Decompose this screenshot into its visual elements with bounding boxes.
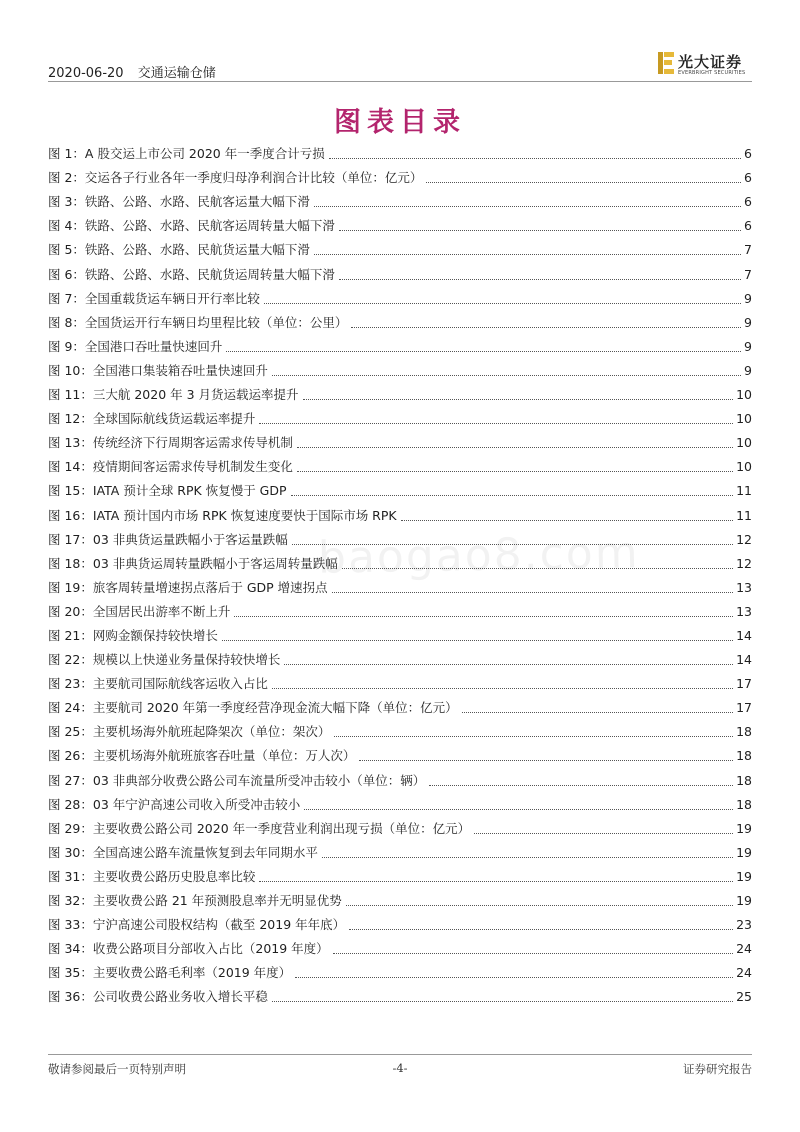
toc-entry-page: 9 <box>744 338 752 354</box>
toc-entry-page: 19 <box>736 893 752 908</box>
toc-entry-page: 18 <box>736 748 752 764</box>
toc-entry-label: 图 10：全国港口集装箱吞吐量快速回升 <box>48 362 268 378</box>
toc-dot-leader <box>351 326 741 328</box>
page-header <box>48 50 752 80</box>
toc-entry-label: 图 12：全球国际航线货运载运率提升 <box>48 411 256 427</box>
toc-dot-leader <box>297 470 733 472</box>
toc-entry-label: 图 7：全国重载货运车辆日开行率比较 <box>48 290 260 306</box>
toc-entry-label: 图 20：全国居民出游率不断上升 <box>48 603 231 619</box>
toc-dot-leader <box>291 494 734 496</box>
page-title: 图表目录 <box>334 107 466 138</box>
toc-dot-leader <box>284 663 733 665</box>
toc-entry-page: 24 <box>736 941 752 957</box>
toc-entry[interactable] <box>48 407 752 431</box>
toc-entry-label: 图 23：主要航司国际航线客运收入占比 <box>48 676 268 692</box>
toc-entry[interactable] <box>48 648 752 672</box>
watermark: baogao8.com <box>317 527 640 584</box>
toc-entry-label: 图 24：主要航司 2020 年第一季度经营净现金流大幅下降（单位：亿元） <box>48 700 458 716</box>
toc-entry[interactable] <box>48 961 752 985</box>
toc-entry-page: 19 <box>736 868 752 884</box>
toc-dot-leader <box>222 639 733 641</box>
toc-entry[interactable] <box>48 841 752 865</box>
toc-entry[interactable] <box>48 817 752 841</box>
toc-dot-leader <box>234 615 733 617</box>
toc-entry[interactable] <box>48 238 752 262</box>
toc-entry-label: 图 22：规模以上快递业务量保持较快增长 <box>48 652 281 668</box>
toc-entry-page: 19 <box>736 820 752 836</box>
toc-dot-leader <box>272 374 741 376</box>
brand-subtitle: EVERBRIGHT SECURITIES <box>678 70 746 76</box>
report-type: 证券研究报告 <box>683 1062 752 1076</box>
toc-entry-page: 17 <box>736 700 752 716</box>
toc-entry-page: 6 <box>744 146 752 162</box>
toc-dot-leader <box>314 205 741 207</box>
toc-entry-page: 10 <box>736 387 752 403</box>
toc-entry-page: 9 <box>744 290 752 306</box>
toc-entry-label: 图 31：主要收费公路历史股息率比较 <box>48 868 256 884</box>
toc-entry-page: 18 <box>736 772 752 788</box>
toc-entry-label: 图 28：03 年宁沪高速公司收入所受冲击较小 <box>48 796 301 812</box>
toc-entry[interactable] <box>48 937 752 961</box>
toc-entry-page: 9 <box>744 314 752 330</box>
toc-dot-leader <box>272 687 733 689</box>
toc-dot-leader <box>303 398 734 400</box>
toc-entry[interactable] <box>48 913 752 937</box>
toc-entry-label: 图 2：交运各子行业各年一季度归母净利润合计比较（单位：亿元） <box>48 170 423 186</box>
toc-entry-page: 7 <box>744 266 752 282</box>
toc-dot-leader <box>304 808 733 810</box>
toc-entry[interactable] <box>48 190 752 214</box>
toc-entry-label: 图 16：IATA 预计国内市场 RPK 恢复速度要快于国际市场 RPK <box>48 507 397 523</box>
header-divider <box>48 81 752 82</box>
toc-entry-page: 13 <box>736 579 752 595</box>
toc-dot-leader <box>346 904 733 906</box>
toc-entry-label: 图 34：收费公路项目分部收入占比（2019 年度） <box>48 941 329 957</box>
toc-entry-page: 10 <box>736 459 752 475</box>
toc-dot-leader <box>264 302 741 304</box>
toc-entry-label: 图 4：铁路、公路、水路、民航客运周转量大幅下滑 <box>48 218 335 234</box>
toc-entry[interactable] <box>48 166 752 190</box>
toc-entry-page: 10 <box>736 435 752 451</box>
page-number: -4- <box>392 1061 408 1075</box>
toc-entry-page: 11 <box>736 507 752 523</box>
toc-entry-label: 图 19：旅客周转量增速拐点落后于 GDP 增速拐点 <box>48 579 328 595</box>
toc-entry-page: 18 <box>736 724 752 740</box>
toc-dot-leader <box>401 519 733 521</box>
toc-dot-leader <box>359 759 733 761</box>
brand-logo-icon <box>658 52 674 74</box>
toc-entry[interactable] <box>48 431 752 455</box>
toc-entry-page: 24 <box>736 965 752 981</box>
toc-dot-leader <box>295 976 733 978</box>
toc-entry-label: 图 18：03 非典货运周转量跌幅小于客运周转量跌幅 <box>48 555 338 571</box>
toc-entry-label: 图 27：03 非典部分收费公路公司车流量所受冲击较小（单位：辆） <box>48 772 426 788</box>
toc-entry-page: 23 <box>736 917 752 933</box>
toc-entry[interactable] <box>48 696 752 720</box>
toc-entry-page: 14 <box>736 652 752 668</box>
toc-entry[interactable] <box>48 214 752 238</box>
toc-dot-leader <box>426 181 741 183</box>
toc-dot-leader <box>339 229 741 231</box>
toc-entry-label: 图 14：疫情期间客运需求传导机制发生变化 <box>48 459 293 475</box>
header-meta <box>48 62 216 81</box>
toc-dot-leader <box>329 157 741 159</box>
toc-entry-label: 图 30：全国高速公路车流量恢复到去年同期水平 <box>48 844 318 860</box>
toc-entry-page: 25 <box>736 989 752 1005</box>
toc-entry[interactable] <box>48 985 752 1009</box>
toc-entry-page: 19 <box>736 844 752 860</box>
toc-entry[interactable] <box>48 889 752 913</box>
toc-dot-leader <box>259 422 733 424</box>
toc-entry-label: 图 1：A 股交运上市公司 2020 年一季度合计亏损 <box>48 146 325 162</box>
toc-dot-leader <box>333 952 733 954</box>
toc-entry[interactable] <box>48 359 752 383</box>
toc-entry[interactable] <box>48 142 752 166</box>
toc-entry[interactable] <box>48 720 752 744</box>
toc-entry-label: 图 17：03 非典货运量跌幅小于客运量跌幅 <box>48 531 288 547</box>
toc-entry-page: 6 <box>744 170 752 186</box>
toc-entry-label: 图 5：铁路、公路、水路、民航货运量大幅下滑 <box>48 242 310 258</box>
toc-dot-leader <box>429 784 733 786</box>
toc-entry-label: 图 35：主要收费公路毛利率（2019 年度） <box>48 965 292 981</box>
toc-dot-leader <box>332 591 733 593</box>
toc-entry[interactable] <box>48 768 752 792</box>
toc-entry-label: 图 36：公司收费公路业务收入增长平稳 <box>48 989 268 1005</box>
toc-entry-label: 图 32：主要收费公路 21 年预测股息率并无明显优势 <box>48 893 342 908</box>
toc-entry-page: 14 <box>736 627 752 643</box>
toc-entry-label: 图 11：三大航 2020 年 3 月货运载运率提升 <box>48 387 299 403</box>
toc-dot-leader <box>462 711 733 713</box>
toc-entry-page: 10 <box>736 411 752 427</box>
toc-entry[interactable] <box>48 503 752 527</box>
toc-entry[interactable] <box>48 287 752 311</box>
toc-dot-leader <box>226 350 741 352</box>
footer-divider <box>48 1054 752 1055</box>
toc-entry-page: 9 <box>744 362 752 378</box>
toc-entry-page: 12 <box>736 555 752 571</box>
toc-dot-leader <box>297 446 733 448</box>
toc-entry[interactable] <box>48 624 752 648</box>
toc-entry[interactable] <box>48 311 752 335</box>
brand-logo <box>658 50 750 78</box>
toc-entry-label: 图 8：全国货运开行车辆日均里程比较（单位：公里） <box>48 314 348 330</box>
toc-dot-leader <box>259 880 733 882</box>
toc-entry[interactable] <box>48 793 752 817</box>
toc-dot-leader <box>322 856 733 858</box>
toc-entry-page: 11 <box>736 483 752 499</box>
report-date: 2020-06-20 <box>48 66 124 81</box>
toc-entry-label: 图 29：主要收费公路公司 2020 年一季度营业利润出现亏损（单位：亿元） <box>48 820 471 836</box>
toc-dot-leader <box>272 1000 733 1002</box>
toc-entry-label: 图 21：网购金额保持较快增长 <box>48 627 218 643</box>
toc-dot-leader <box>334 735 733 737</box>
toc-entry-label: 图 3：铁路、公路、水路、民航客运量大幅下滑 <box>48 194 310 210</box>
brand-name: 光大证券 <box>678 53 743 71</box>
toc-entry-page: 17 <box>736 676 752 692</box>
toc-entry-page: 13 <box>736 603 752 619</box>
toc-entry-page: 7 <box>744 242 752 258</box>
toc-entry[interactable] <box>48 383 752 407</box>
toc-entry-page: 6 <box>744 218 752 234</box>
toc-entry-label: 图 15：IATA 预计全球 RPK 恢复慢于 GDP <box>48 483 287 499</box>
toc-entry[interactable] <box>48 744 752 768</box>
toc-dot-leader <box>349 928 733 930</box>
page-footer <box>48 1061 752 1079</box>
toc-dot-leader <box>314 253 741 255</box>
toc-entry-label: 图 6：铁路、公路、水路、民航货运周转量大幅下滑 <box>48 266 335 282</box>
disclaimer-note: 敬请参阅最后一页特别声明 <box>48 1062 186 1076</box>
toc-entry[interactable] <box>48 479 752 503</box>
toc-entry-label: 图 13：传统经济下行周期客运需求传导机制 <box>48 435 293 451</box>
toc-entry-label: 图 26：主要机场海外航班旅客吞吐量（单位：万人次） <box>48 748 356 764</box>
toc-entry[interactable] <box>48 262 752 286</box>
toc-entry[interactable] <box>48 455 752 479</box>
toc-entry-label: 图 9：全国港口吞吐量快速回升 <box>48 338 223 354</box>
report-category: 交通运输仓储 <box>137 66 216 81</box>
toc-dot-leader <box>339 278 741 280</box>
toc-entry[interactable] <box>48 865 752 889</box>
toc-entry[interactable] <box>48 600 752 624</box>
toc-entry-label: 图 33：宁沪高速公司股权结构（截至 2019 年年底） <box>48 917 346 933</box>
toc-entry-page: 18 <box>736 796 752 812</box>
toc-entry-page: 12 <box>736 531 752 547</box>
toc-entry-label: 图 25：主要机场海外航班起降架次（单位：架次） <box>48 724 331 740</box>
toc-dot-leader <box>474 832 733 834</box>
toc-entry[interactable] <box>48 335 752 359</box>
toc-entry[interactable] <box>48 672 752 696</box>
toc-entry-page: 6 <box>744 194 752 210</box>
